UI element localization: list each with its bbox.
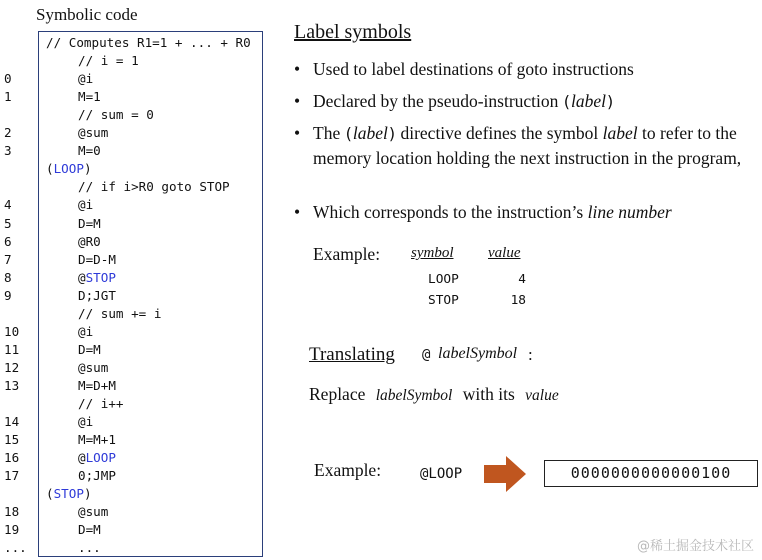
line-number: 10 (4, 323, 20, 339)
line-number: 0 (4, 71, 12, 87)
code-instruction: M=1 (78, 89, 101, 105)
code-instruction: M=D+M (78, 377, 116, 393)
label-symbol: LOOP (85, 450, 116, 466)
bullet-text: Used to label destinations of goto instructions (313, 59, 634, 79)
code-instruction: M=M+1 (78, 432, 116, 448)
line-number: 3 (4, 143, 12, 159)
line-number: 7 (4, 251, 12, 267)
replace-sentence (309, 384, 559, 405)
line-number: 18 (4, 504, 20, 520)
code-instruction: D=D-M (78, 251, 116, 267)
label-symbol: STOP (85, 269, 116, 285)
symbol-table-symbol: LOOP (428, 272, 459, 287)
line-number: 15 (4, 432, 20, 448)
code-instruction: @sum (78, 359, 109, 375)
line-number: 2 (4, 125, 12, 141)
code-instruction: ... (78, 540, 101, 556)
line-number: 5 (4, 215, 12, 231)
label-symbol: LOOP (53, 161, 84, 177)
bullet-dot-icon: • (294, 123, 301, 143)
code-instruction: @i (78, 323, 94, 339)
translating-heading: Translating (309, 344, 395, 365)
label-declaration: (LOOP) (46, 161, 92, 177)
line-number: ... (4, 540, 27, 556)
label-declaration: (STOP) (46, 486, 92, 502)
code-comment: // if i>R0 goto STOP (78, 179, 230, 195)
label-symbol: STOP (53, 486, 84, 502)
symbol-table-value: 4 (518, 272, 526, 287)
code-instruction: @LOOP (78, 450, 116, 466)
example-1-label: Example: (313, 244, 381, 264)
replace-symbol: labelSymbol (375, 387, 453, 404)
translating-label-symbol: labelSymbol (438, 345, 518, 362)
line-number: 4 (4, 197, 12, 213)
right-arrow-icon (484, 456, 526, 492)
code-instruction: @sum (78, 125, 109, 141)
code-instruction: D;JGT (78, 287, 116, 303)
line-number: 6 (4, 233, 12, 249)
line-number: 12 (4, 359, 20, 375)
value-column-header: value (488, 245, 521, 261)
code-instruction: @i (78, 71, 94, 87)
code-instruction: D=M (78, 522, 101, 538)
code-instruction: D=M (78, 341, 101, 357)
code-comment: // i = 1 (78, 53, 139, 69)
bullet-text: The (label) directive defines the symbol label to refer to the memory location holding the next instruction in the program, (313, 123, 742, 168)
code-comment: // sum = 0 (78, 107, 154, 123)
translating-colon: : (528, 345, 533, 364)
example-2-label: Example: (314, 460, 382, 480)
code-instruction: @sum (78, 504, 109, 520)
symbol-column-header: symbol (411, 245, 454, 261)
translating-at-sign: @ (422, 347, 431, 363)
bullet-dot-icon: • (294, 202, 301, 222)
code-instruction: @R0 (78, 233, 101, 249)
symbol-table-symbol: STOP (428, 293, 459, 308)
line-number: 16 (4, 450, 20, 466)
bullet-dot-icon: • (294, 91, 301, 111)
example-2-instruction: @LOOP (420, 466, 463, 482)
line-number: 1 (4, 89, 12, 105)
line-number: 14 (4, 414, 20, 430)
label-symbols-heading: Label symbols (294, 21, 412, 43)
code-instruction: 0;JMP (78, 468, 116, 484)
watermark: @稀土掘金技术社区 (636, 539, 754, 554)
line-number: 11 (4, 341, 20, 357)
replace-with: with its (462, 384, 515, 404)
code-comment: // sum += i (78, 305, 162, 321)
code-instruction: @i (78, 197, 94, 213)
replace-value: value (525, 387, 559, 404)
symbolic-code-title: Symbolic code (36, 5, 138, 24)
replace-word: Replace (309, 384, 366, 404)
code-comment: // Computes R1=1 + ... + R0 (46, 35, 251, 50)
binary-translation-box: 0000000000000100 (544, 460, 758, 487)
code-instruction: @STOP (78, 269, 116, 285)
line-number: 13 (4, 377, 20, 393)
line-number: 19 (4, 522, 20, 538)
line-number: 8 (4, 269, 12, 285)
line-number: 17 (4, 468, 20, 484)
code-instruction: @i (78, 414, 94, 430)
code-instruction: D=M (78, 215, 101, 231)
bullet-text: Which corresponds to the instruction’s line number (313, 202, 672, 222)
bullet-dot-icon: • (294, 59, 301, 79)
code-comment: // i++ (78, 396, 124, 411)
bullet-text: Declared by the pseudo-instruction (label) (313, 91, 614, 111)
code-instruction: M=0 (78, 143, 101, 159)
line-number: 9 (4, 287, 12, 303)
symbol-table-value: 18 (510, 293, 526, 308)
